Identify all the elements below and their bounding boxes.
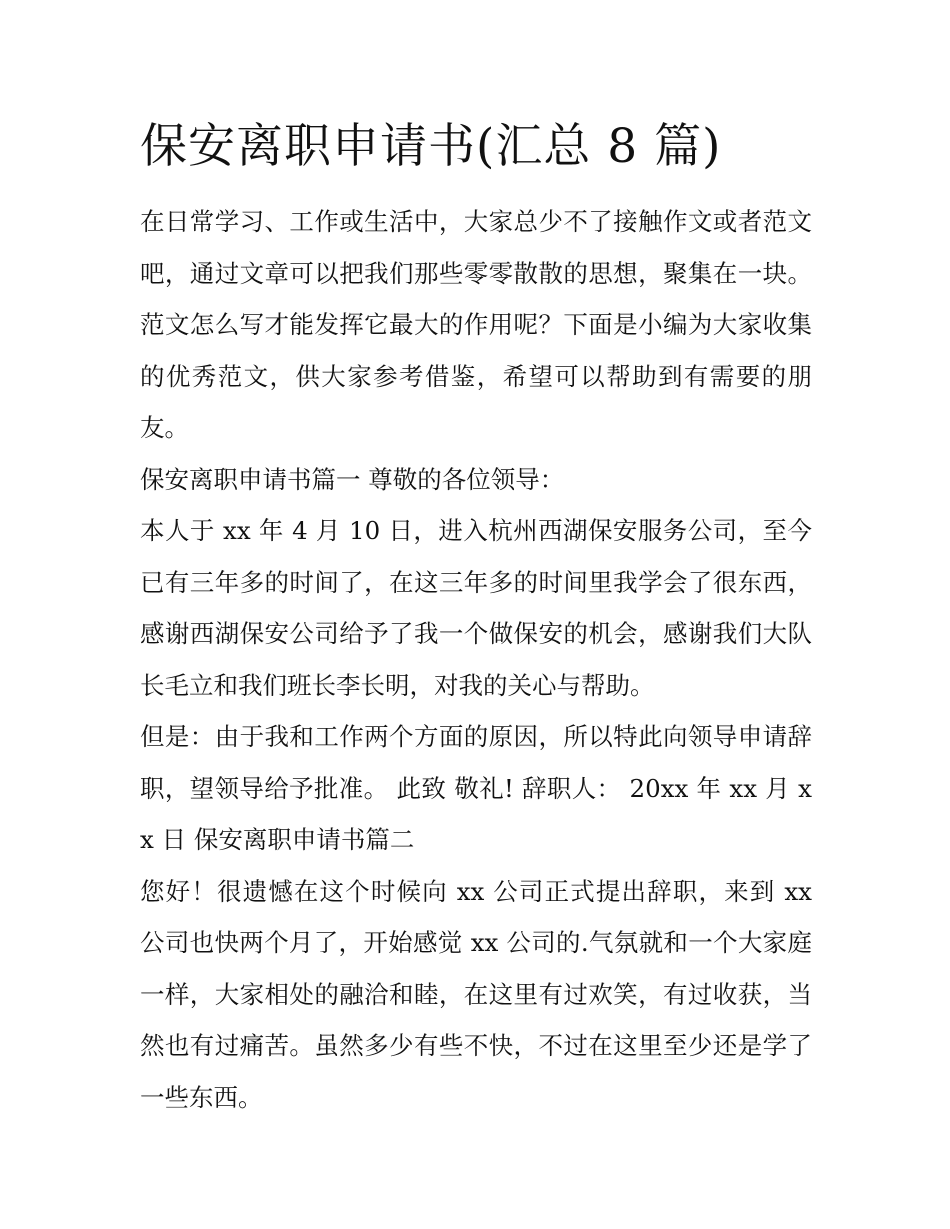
letter-two-body: 您好！很遗憾在这个时候向 xx 公司正式提出辞职，来到 xx 公司也快两个月了，开始感觉 xx 公司的.气氛就和一个大家庭一样，大家相处的融洽和睦，在这里有过欢笑，有过收获，当然也有过痛苦。虽然多少有些不快，不过在这里至少还是学了一些东西。 — [140, 876, 812, 1112]
letter-one-closing: 但是：由于我和工作两个方面的原因，所以特此向领导申请辞职，望领导给予批准。 此致 敬礼! 辞职人： 20xx 年 xx 月 xx 日 保安离职申请书篇二 — [140, 722, 812, 854]
letter-one-body: 本人于 xx 年 4 月 10 日，进入杭州西湖保安服务公司，至今已有三年多的时间了，在这三年多的时间里我学会了很东西，感谢西湖保安公司给予了我一个做保安的机会，感谢我们大队长毛立和我们班长李长明，对我的关心与帮助。 — [140, 516, 812, 700]
document-title: 保安离职申请书(汇总 8 篇) — [140, 119, 722, 174]
letter-one-heading: 保安离职申请书篇一 尊敬的各位领导： — [140, 464, 565, 494]
document-body — [140, 196, 812, 1123]
intro-paragraph: 在日常学习、工作或生活中，大家总少不了接触作文或者范文吧，通过文章可以把我们那些零零散散的思想，聚集在一块。范文怎么写才能发挥它最大的作用呢？下面是小编为大家收集的优秀范文，供大家参考借鉴，希望可以帮助到有需要的朋友。 — [140, 207, 812, 442]
